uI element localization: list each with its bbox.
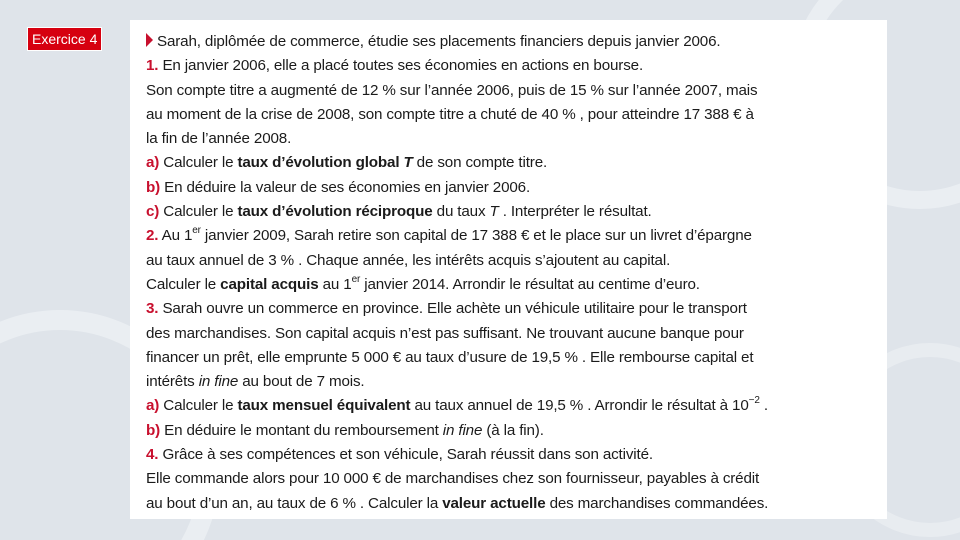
q3-line-3: financer un prêt, elle emprunte 5 000 € au taux d’usure de 19,5 % . Elle rembourse capital et	[146, 348, 754, 366]
q1-b: b) En déduire la valeur de ses économies en janvier 2006.	[146, 178, 531, 196]
exercise-card	[130, 20, 887, 519]
q1-a: a) Calculer le taux d’évolution global T de son compte titre.	[146, 154, 548, 172]
q1-number: 1.	[146, 57, 159, 75]
q4-number: 4.	[146, 446, 159, 464]
q3-line-2: des marchandises. Son capital acquis n’est pas suffisant. Ne trouvant aucune banque pour	[146, 324, 744, 342]
q2-line-1: 2. Au 1er janvier 2009, Sarah retire son capital de 17 388 € et le place sur un livret d’épargne	[146, 225, 752, 245]
q1-line-3: au moment de la crise de 2008, son compte titre a chuté de 40 % , pour atteindre 17 388 € à	[146, 105, 754, 123]
q2-line-2: au taux annuel de 3 % . Chaque année, les intérêts acquis s’ajoutent au capital.	[146, 251, 671, 269]
q3-a: a) Calculer le taux mensuel équivalent au taux annuel de 19,5 % . Arrondir le résultat à $10^{-2}$ .	[146, 395, 768, 415]
q4-line-3: au bout d’un an, au taux de 6 % . Calculer la valeur actuelle des marchandises commandées.	[146, 494, 769, 512]
q4-line-1: 4. Grâce à ses compétences et son véhicule, Sarah réussit dans son activité.	[146, 446, 653, 464]
exercise-badge: Exercice 4	[27, 27, 102, 51]
q3-line-1: 3. Sarah ouvre un commerce en province. Elle achète un véhicule utilitaire pour le transport	[146, 300, 747, 318]
q1-c: c) Calculer le taux d’évolution réciproque du taux T . Interpréter le résultat.	[146, 203, 652, 221]
q2-line-3: Calculer le capital acquis au 1er janvier 2014. Arrondir le résultat au centime d’euro.	[146, 273, 700, 293]
q1-line-4: la fin de l’année 2008.	[146, 130, 292, 148]
triangle-right-icon	[146, 33, 153, 47]
q2-number: 2.	[146, 227, 159, 245]
q3-line-4: intérêts in fine au bout de 7 mois.	[146, 373, 365, 391]
q1-line-2: Son compte titre a augmenté de 12 % sur l’année 2006, puis de 15 % sur l’année 2007, mais	[146, 81, 758, 99]
intro-line: Sarah, diplômée de commerce, étudie ses placements financiers depuis janvier 2006.	[146, 30, 873, 54]
q3-b: b) En déduire le montant du remboursement in fine (à la fin).	[146, 421, 544, 439]
q1-line-1: 1. En janvier 2006, elle a placé toutes ses économies en actions en bourse.	[146, 57, 644, 75]
q4-line-2: Elle commande alors pour 10 000 € de marchandises chez son fournisseur, payables à crédit	[146, 470, 760, 488]
q3-number: 3.	[146, 300, 159, 318]
